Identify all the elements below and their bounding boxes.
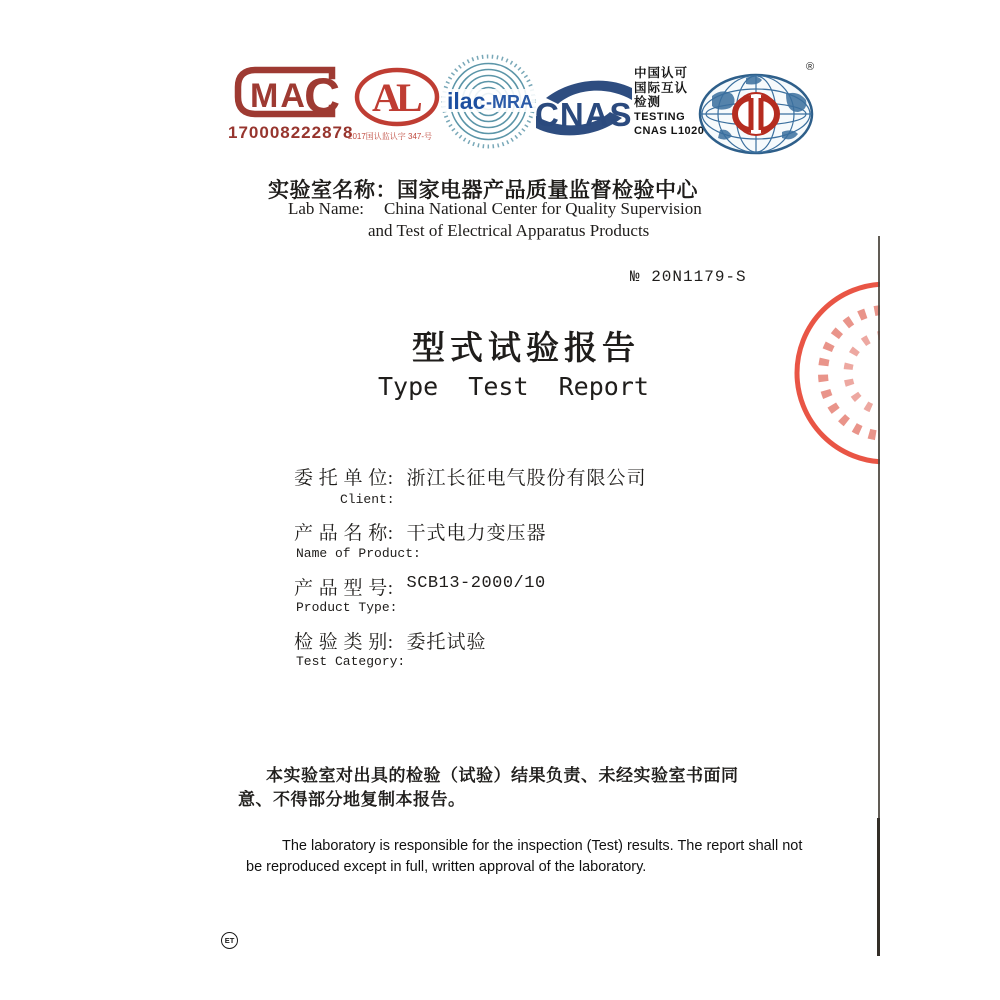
svg-text:L: L [396,75,423,120]
field-product-type-label-en: Product Type: [296,600,398,615]
scan-page-edge-bottom [877,818,880,956]
field-client-label-zh: 委 托 单 位: [294,468,394,489]
accred-line-3: 检测 [634,95,662,109]
report-number: № 20N1179-S [630,268,747,286]
field-product-type [294,573,546,600]
report-title-zh: 型式试验报告 [412,329,640,366]
field-client [294,463,647,490]
report-title-en: Type Test Report [378,372,649,401]
svg-text:MA: MA [250,77,307,115]
field-test-category [294,627,487,654]
field-product-name [294,518,547,545]
red-seal-stamp [770,276,880,472]
accred-line-5: CNAS L1020 [634,125,705,137]
lab-name-zh-label: 实验室名称： [268,178,397,202]
lab-name-en-line2: and Test of Electrical Apparatus Products [368,221,650,240]
disclaimer-en: The laboratory is responsible for the inspection (Test) results. The report shall not be reproduced except in full, written approval of the laboratory. [246,838,803,875]
ilac-mra-logo [440,53,537,150]
scan-page-edge [878,236,880,821]
al-caption: 2017国认监认字 347-号 [348,132,433,141]
svg-text:CNAS: CNAS [535,96,633,133]
lab-name-en-line1: China National Center for Quality Supervision [384,199,702,218]
accred-line-1: 中国认可 [634,66,689,80]
accred-line-2: 国际互认 [634,80,689,95]
field-test-category-label-en: Test Category: [296,654,406,669]
svg-text:A: A [372,75,401,120]
field-test-category-value: 委托试验 [406,632,487,653]
globe-certification-logo [698,58,820,156]
field-product-name-label-en: Name of Product: [296,546,421,561]
lab-name-zh-value: 国家电器产品质量监督检验中心 [397,178,698,202]
field-product-name-label-zh: 产 品 名 称: [294,523,394,544]
field-client-value: 浙江长征电气股份有限公司 [406,468,647,489]
svg-text:C: C [304,68,341,122]
field-product-name-value: 干式电力变压器 [406,523,547,544]
field-product-type-value: SCB13-2000/10 [406,574,546,593]
cnas-logo [530,76,638,140]
field-test-category-label-zh: 检 验 类 别: [294,632,394,653]
disclaimer-zh: 本实验室对出具的检验（试验）结果负责、未经实验室书面同意、不得部分地复制本报告。 [238,766,739,809]
cma-certificate-number: 170008222878 [228,123,354,142]
accred-line-4: TESTING [634,110,686,123]
field-product-type-label-zh: 产 品 型 号: [294,578,394,599]
svg-text:-MRA: -MRA [486,92,533,112]
et-circle-mark: ET [221,932,238,949]
al-logo [352,66,442,128]
lab-name-en-label: Lab Name: [288,199,364,218]
field-client-label-en: Client: [340,492,395,507]
svg-text:ilac: ilac [447,88,486,114]
registered-mark: ® [806,61,815,73]
cma-logo [228,62,346,122]
